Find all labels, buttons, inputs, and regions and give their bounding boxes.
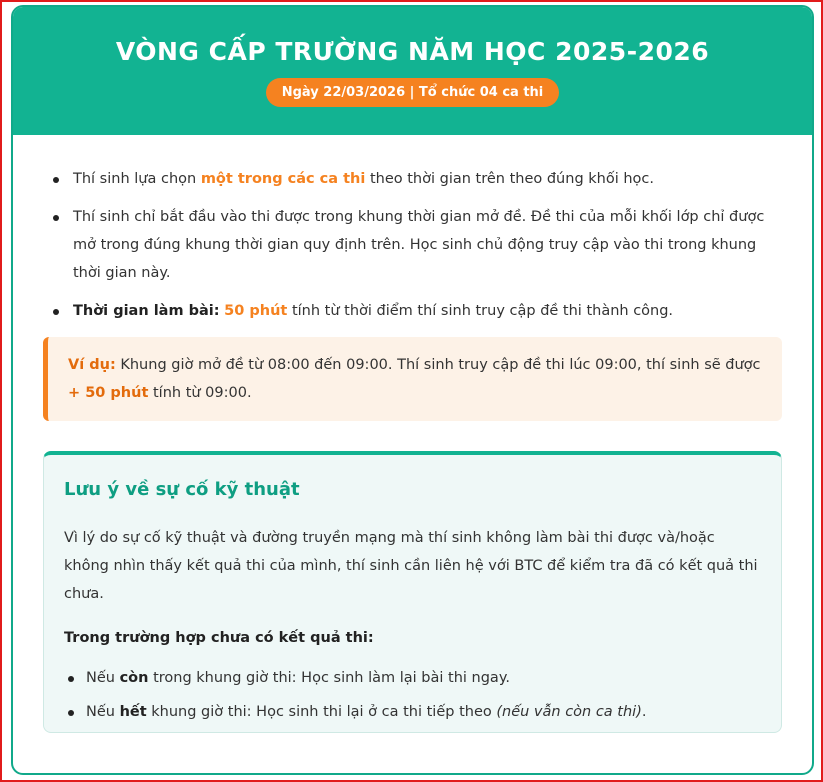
example-text: tính từ 09:00.	[148, 385, 252, 401]
note-italic: (nếu vẫn còn ca thi)	[496, 704, 642, 720]
note-bold: còn	[119, 670, 149, 686]
rule-text: Thí sinh lựa chọn	[73, 171, 201, 187]
list-item	[64, 664, 761, 692]
list-item	[47, 203, 782, 287]
note-subheading: Trong trường hợp chưa có kết quả thi:	[64, 630, 374, 646]
rule-text: tính từ thời điểm thí sinh truy cập đề thi thành công.	[287, 303, 674, 319]
example-callout	[43, 337, 782, 421]
note-text: Nếu	[86, 704, 120, 720]
list-item	[64, 698, 761, 726]
date-badge: Ngày 22/03/2026 | Tổ chức 04 ca thi	[266, 78, 560, 107]
note-title: Lưu ý về sự cố kỹ thuật	[64, 479, 300, 500]
example-highlight: + 50 phút	[68, 385, 149, 401]
technical-note	[43, 451, 782, 733]
list-item	[47, 165, 782, 193]
note-paragraph: Vì lý do sự cố kỹ thuật và đường truyền mạng mà thí sinh không làm bài thi được và/hoặc không nhìn thấy kết quả thi của mình, thí sinh cần liên hệ với BTC để kiểm tra đã có kết quả thi chưa.	[64, 530, 758, 602]
rule-label: Thời gian làm bài:	[73, 303, 220, 319]
note-text: trong khung giờ thi: Học sinh làm lại bài thi ngay.	[148, 670, 510, 686]
example-label: Ví dụ:	[68, 357, 116, 373]
note-text: .	[641, 704, 647, 720]
note-text: Nếu	[86, 670, 120, 686]
rule-text: theo thời gian trên theo đúng khối học.	[365, 171, 654, 187]
note-list	[64, 664, 761, 726]
example-text: Khung giờ mở đề từ 08:00 đến 09:00. Thí sinh truy cập đề thi lúc 09:00, thí sinh sẽ được	[115, 357, 761, 373]
rules-list	[43, 165, 782, 325]
content	[13, 135, 812, 733]
list-item	[47, 297, 782, 325]
header	[13, 7, 812, 135]
rule-highlight: một trong các ca thi	[200, 171, 366, 187]
rule-text: Thí sinh chỉ bắt đầu vào thi được trong khung thời gian mở đề. Đề thi của mỗi khối lớp chỉ được mở trong đúng khung thời gian quy định trên. Học sinh chủ động truy cập vào thi trong khung thời gian này.	[73, 209, 765, 281]
page-title: VÒNG CẤP TRƯỜNG NĂM HỌC 2025-2026	[115, 37, 710, 66]
note-bold: hết	[119, 704, 147, 720]
exam-info-card	[11, 5, 814, 775]
rule-highlight: 50 phút	[224, 303, 288, 319]
note-text: khung giờ thi: Học sinh thi lại ở ca thi tiếp theo	[146, 704, 497, 720]
